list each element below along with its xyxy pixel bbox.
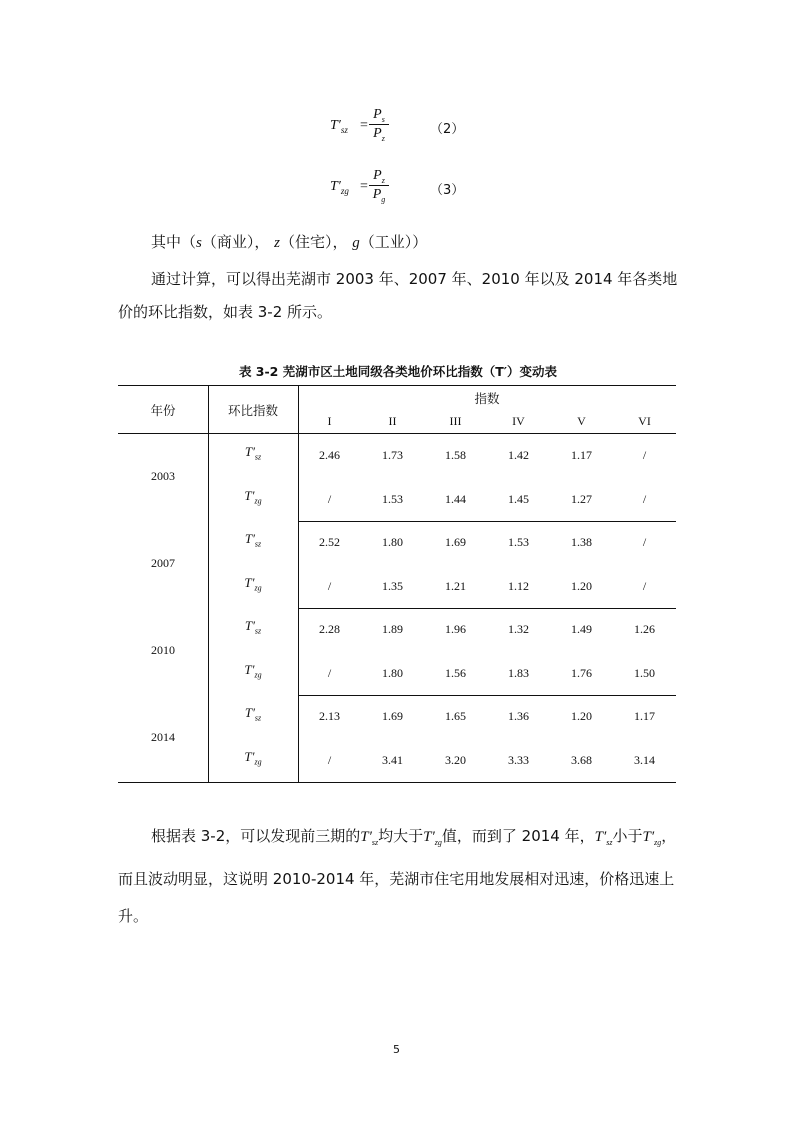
intro-paragraph: 通过计算，可以得出芜湖市 2003 年、2007 年、2010 年以及 2014 年各类地价的环比指数，如表 3-2 所示。 — [118, 270, 678, 321]
value-cell: / — [642, 448, 647, 462]
index-symbol-zg: $T'_{zg}$ — [244, 662, 262, 680]
value-cell: 1.56 — [445, 666, 466, 680]
value-cell: / — [642, 492, 647, 506]
value-cell: 1.12 — [508, 579, 529, 593]
year-cell: 2010 — [151, 643, 175, 657]
index-symbol-zg: $T'_{zg}$ — [244, 749, 262, 767]
value-cell: / — [327, 753, 332, 767]
value-cell: 1.76 — [571, 666, 592, 680]
conclusion-paragraph: 根据表 3-2，可以发现前三期的$T'_{sz}$均大于$T'_{zg}$值，而到了 2014 年，$T'_{sz}$小于$T'_{zg}$，而且波动明显，这说明 2010-2014 年，芜湖市住宅用地发展相对迅速，价格迅速上升。 — [118, 827, 677, 925]
value-cell: 1.21 — [445, 579, 466, 593]
value-cell: 1.53 — [382, 492, 403, 506]
value-cell: 3.68 — [571, 753, 592, 767]
value-cell: 1.89 — [382, 622, 403, 636]
value-cell: / — [327, 579, 332, 593]
value-cell: 3.20 — [445, 753, 466, 767]
value-cell: 1.58 — [445, 448, 466, 462]
value-cell: 1.83 — [508, 666, 529, 680]
value-cell: 1.53 — [508, 535, 529, 549]
value-cell: 3.14 — [634, 753, 655, 767]
header-level: IV — [512, 414, 525, 428]
header-year: 年份 — [150, 403, 176, 418]
index-symbol-sz: $T'_{sz}$ — [244, 618, 262, 636]
value-cell: 1.26 — [634, 622, 655, 636]
value-cell: 3.33 — [508, 753, 529, 767]
table-caption: 表 3-2 芜湖市区土地同级各类地价环比指数（T′）变动表 — [238, 364, 558, 379]
value-cell: / — [642, 535, 647, 549]
value-cell: 2.13 — [319, 709, 340, 723]
index-table — [118, 385, 676, 783]
header-index: 环比指数 — [227, 403, 278, 418]
value-cell: 1.65 — [445, 709, 466, 723]
header-level: I — [327, 414, 332, 428]
value-cell: 2.46 — [319, 448, 340, 462]
formula-2-lhs: $T'_{sz}$ — [330, 118, 348, 135]
formula-2-number: （2） — [430, 122, 465, 137]
year-cell: 2014 — [151, 730, 175, 744]
value-cell: 2.28 — [319, 622, 340, 636]
formula-3-lhs: $T'_{zg}$ — [330, 179, 349, 196]
header-level: II — [388, 414, 397, 428]
value-cell: 1.20 — [571, 709, 592, 723]
formula-2-fraction: $P_s$ $P_z$ — [368, 106, 390, 143]
index-symbol-sz: $T'_{sz}$ — [244, 444, 262, 462]
value-cell: 1.73 — [382, 448, 403, 462]
header-level: III — [449, 414, 462, 428]
value-cell: 1.42 — [508, 448, 529, 462]
value-cell: 1.27 — [571, 492, 592, 506]
value-cell: 1.17 — [634, 709, 655, 723]
value-cell: 3.41 — [382, 753, 403, 767]
value-cell: 1.44 — [445, 492, 466, 506]
value-cell: / — [327, 492, 332, 506]
year-cell: 2007 — [151, 556, 175, 570]
value-cell: 1.96 — [445, 622, 466, 636]
value-cell: 1.32 — [508, 622, 529, 636]
value-cell: 1.50 — [634, 666, 655, 680]
page-number: 5 — [393, 1043, 400, 1056]
value-cell: 1.49 — [571, 622, 592, 636]
value-cell: 1.17 — [571, 448, 592, 462]
formula-3-fraction: $P_z$ $P_g$ — [368, 167, 390, 204]
value-cell: 1.36 — [508, 709, 529, 723]
formula-3-number: （3） — [430, 183, 465, 198]
definitions-line: 其中（s（商业）， z（住宅）， g（工业）） — [151, 233, 428, 251]
value-cell: 1.69 — [445, 535, 466, 549]
header-group: 指数 — [474, 391, 500, 406]
value-cell: / — [642, 579, 647, 593]
header-level: VI — [638, 414, 651, 428]
index-symbol-sz: $T'_{sz}$ — [244, 531, 262, 549]
value-cell: 1.38 — [571, 535, 592, 549]
value-cell: / — [327, 666, 332, 680]
value-cell: 1.35 — [382, 579, 403, 593]
value-cell: 1.80 — [382, 535, 403, 549]
year-cell: 2003 — [151, 469, 175, 483]
index-symbol-zg: $T'_{zg}$ — [244, 575, 262, 593]
index-symbol-zg: $T'_{zg}$ — [244, 488, 262, 506]
value-cell: 1.80 — [382, 666, 403, 680]
value-cell: 1.20 — [571, 579, 592, 593]
header-level: V — [577, 414, 586, 428]
value-cell: 1.69 — [382, 709, 403, 723]
value-cell: 1.45 — [508, 492, 529, 506]
index-symbol-sz: $T'_{sz}$ — [244, 705, 262, 723]
value-cell: 2.52 — [319, 535, 340, 549]
